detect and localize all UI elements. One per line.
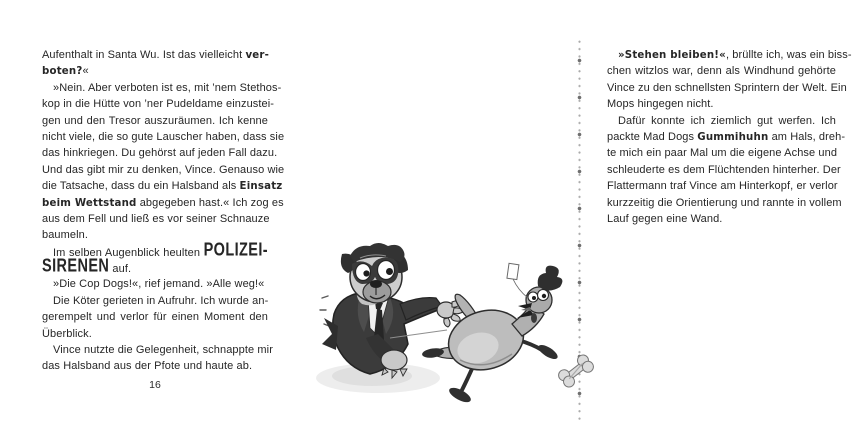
body-text: chen witzlos war, denn als Windhund gehörte bbox=[607, 65, 836, 78]
text-line bbox=[42, 47, 268, 63]
text-line bbox=[607, 145, 836, 161]
text-line bbox=[607, 211, 836, 227]
text-line bbox=[607, 80, 847, 96]
text-line bbox=[42, 113, 268, 129]
bold-text: ver- bbox=[245, 50, 270, 61]
page-right bbox=[290, 0, 852, 424]
body-text: aus dem Fell und ließ es vor seiner Schnauze bbox=[42, 212, 270, 225]
text-line bbox=[607, 162, 841, 178]
body-text: baumeln. bbox=[42, 229, 89, 242]
bold-text: Einsatz bbox=[239, 181, 283, 193]
body-text: Flattermann traf Vince am Hinterkopf, er verlor bbox=[607, 180, 838, 193]
body-text: kop in die Hütte von ’ner Pudeldame einzustei- bbox=[42, 98, 275, 111]
text-line bbox=[607, 63, 836, 79]
body-text: »Nein. Aber verboten ist es, mit ’nem Stethos- bbox=[53, 81, 282, 94]
text-line bbox=[607, 113, 836, 129]
body-text: kurzzeitig die Orientierung und rannte in vollem bbox=[607, 196, 842, 209]
body-text: Lauf gegen eine Wand. bbox=[607, 212, 723, 225]
body-text: Und das gibt mir zu denken, Vince. Genauso wie bbox=[42, 163, 285, 176]
text-line bbox=[42, 178, 283, 194]
text-line bbox=[42, 195, 284, 211]
body-text: das hinkriegen. Du gehörst auf jeden Fall dazu. bbox=[42, 147, 278, 160]
text-line bbox=[42, 80, 282, 96]
text-line bbox=[42, 63, 268, 79]
body-text: Vince zu den schnellsten Sprintern der Welt. Ein bbox=[607, 81, 847, 94]
page-left bbox=[0, 0, 290, 424]
body-text: gerempelt und verlor für einen Moment den bbox=[42, 311, 268, 324]
bold-text: »Stehen bleiben!« bbox=[618, 50, 726, 61]
text-line bbox=[607, 47, 852, 63]
text-line bbox=[42, 211, 268, 227]
text-line bbox=[607, 178, 836, 194]
text-line bbox=[607, 129, 846, 145]
body-text: Überblick. bbox=[42, 327, 92, 340]
body-text: Mops hingegen nicht. bbox=[607, 98, 714, 111]
body-text: »Die Cop Dogs!«, rief jemand. »Alle weg!« bbox=[53, 278, 265, 291]
page-number: 16 bbox=[149, 379, 161, 391]
pug-head bbox=[341, 243, 408, 303]
body-text: Die Köter gerieten in Aufruhr. Ich wurde an- bbox=[53, 294, 269, 307]
text-line bbox=[42, 129, 285, 145]
text-line bbox=[42, 276, 268, 292]
text-line bbox=[42, 96, 275, 112]
tag-icon bbox=[507, 263, 528, 298]
bold-text: Gummihuhn bbox=[697, 131, 769, 143]
body-text: am Hals, dreh- bbox=[768, 130, 846, 143]
pug-throwing-chicken-illustration bbox=[320, 240, 600, 424]
bold-text: beim Wettstand bbox=[42, 197, 137, 209]
text-line bbox=[42, 162, 285, 178]
pug-lower-paw bbox=[381, 350, 407, 378]
body-text: nicht viele, die so gute Lauscher haben, dass sie bbox=[42, 130, 285, 143]
body-text: packte Mad Dogs bbox=[607, 130, 698, 143]
body-text: Im selben Augenblick heulten bbox=[53, 246, 204, 259]
text-line bbox=[42, 145, 278, 161]
text-line bbox=[607, 96, 836, 112]
body-text: Vince nutzte die Gelegenheit, schnappte mir bbox=[53, 344, 273, 357]
body-text: Aufenthalt in Santa Wu. Ist das vielleicht bbox=[42, 49, 246, 61]
body-text: schleuderte es dem Flüchtenden hinterher. Der bbox=[607, 163, 841, 176]
text-line bbox=[42, 358, 268, 374]
text-line bbox=[607, 195, 842, 211]
text-line bbox=[42, 309, 268, 325]
left-text-column bbox=[42, 47, 285, 375]
bold-text: boten? bbox=[42, 66, 83, 78]
display-text: SIRENEN bbox=[42, 256, 110, 277]
text-line bbox=[42, 342, 273, 358]
bone-icon bbox=[556, 353, 595, 390]
body-text: « bbox=[82, 65, 89, 78]
illustration-area bbox=[290, 240, 600, 424]
rubber-chicken bbox=[421, 263, 562, 405]
text-line bbox=[42, 293, 268, 309]
body-text: auf. bbox=[109, 263, 132, 276]
text-line bbox=[42, 326, 268, 342]
body-text: das Halsband aus der Pfote und haute ab. bbox=[42, 360, 253, 373]
body-text: te mich ein paar Mal um die eigene Achse und bbox=[607, 147, 838, 160]
body-text: , brüllte ich, was ein biss- bbox=[725, 49, 852, 61]
body-text: Dafür konnte ich ziemlich gut werfen. Ich bbox=[618, 114, 836, 127]
text-line bbox=[42, 256, 268, 277]
body-text: abgegeben hast.« Ich zog es bbox=[136, 196, 284, 209]
body-text: die Tatsache, dass du ein Halsband als bbox=[42, 180, 240, 193]
body-text: gen und den Tresor auszuräumen. Ich kenne bbox=[42, 114, 268, 127]
right-text-column bbox=[607, 47, 852, 227]
display-text: POLIZEI- bbox=[203, 239, 268, 261]
